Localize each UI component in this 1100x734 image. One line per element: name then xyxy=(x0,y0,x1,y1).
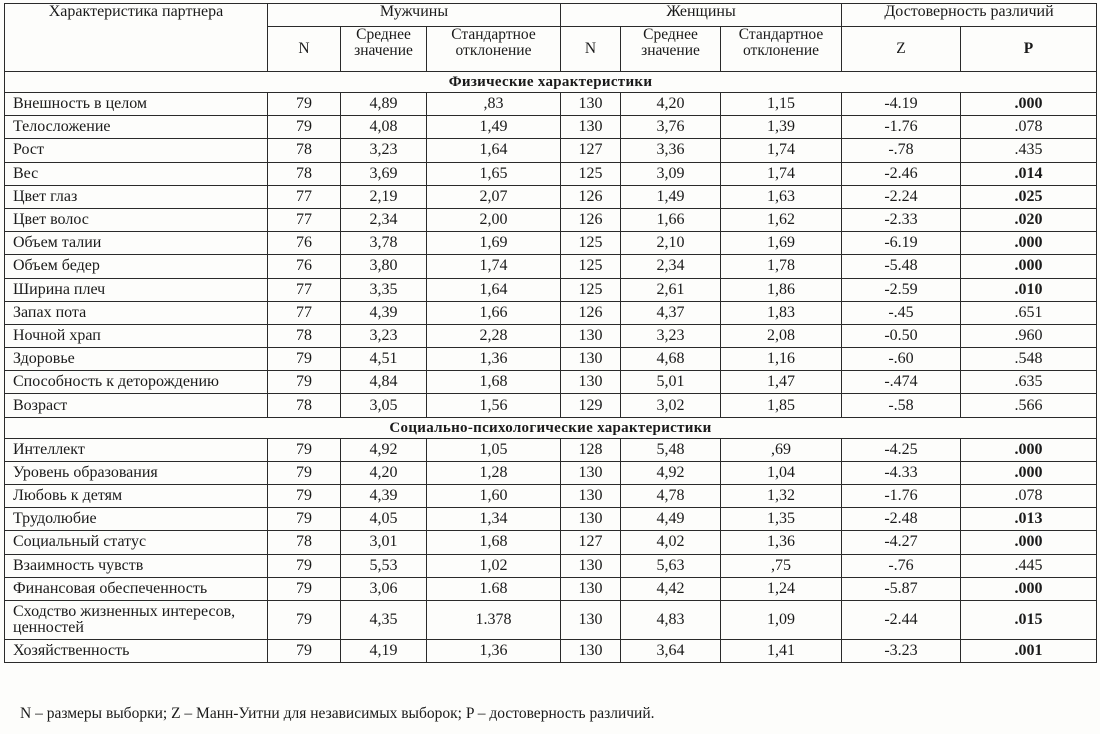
p-cell: .025 xyxy=(961,185,1097,208)
z-cell: -4.27 xyxy=(842,531,961,554)
men-sd-cell: 1,69 xyxy=(427,232,561,255)
men-sd-cell: ,83 xyxy=(427,93,561,116)
women-mean-cell: 3,09 xyxy=(621,162,721,185)
section-title: Социально-психологические характеристики xyxy=(5,417,1097,438)
table-row xyxy=(5,485,1097,508)
women-mean-cell: 3,23 xyxy=(621,324,721,347)
p-header: P xyxy=(961,27,1097,72)
women-n-cell: 128 xyxy=(561,438,621,461)
table-row xyxy=(5,348,1097,371)
table-row xyxy=(5,116,1097,139)
z-cell: -5.48 xyxy=(842,255,961,278)
men-n-cell: 78 xyxy=(268,394,341,417)
men-mean-cell: 3,78 xyxy=(341,232,427,255)
men-n-cell: 78 xyxy=(268,162,341,185)
women-mean-cell: 5,63 xyxy=(621,554,721,577)
women-sd-cell: 1,69 xyxy=(721,232,842,255)
name-cell: Ночной храп xyxy=(5,324,268,347)
women-n-cell: 130 xyxy=(561,348,621,371)
women-mean-cell: 4,68 xyxy=(621,348,721,371)
men-sd-cell: 1,74 xyxy=(427,255,561,278)
women-mean-cell: 4,92 xyxy=(621,461,721,484)
men-n-cell: 77 xyxy=(268,185,341,208)
name-cell: Запах пота xyxy=(5,301,268,324)
women-mean-cell: 2,34 xyxy=(621,255,721,278)
men-sd-cell: 1,68 xyxy=(427,531,561,554)
women-sd-cell: 1,63 xyxy=(721,185,842,208)
women-sd-cell: 1,09 xyxy=(721,600,842,639)
women-mean-cell: 3,36 xyxy=(621,139,721,162)
z-cell: -1.76 xyxy=(842,485,961,508)
women-n-cell: 130 xyxy=(561,371,621,394)
z-cell: -3.23 xyxy=(842,639,961,662)
z-cell: -4.33 xyxy=(842,461,961,484)
p-cell: .000 xyxy=(961,577,1097,600)
men-sd-cell: 1,28 xyxy=(427,461,561,484)
table-row xyxy=(5,438,1097,461)
men-n-cell: 79 xyxy=(268,600,341,639)
women-sd-cell: 1,15 xyxy=(721,93,842,116)
p-cell: .013 xyxy=(961,508,1097,531)
name-cell: Интеллект xyxy=(5,438,268,461)
women-n-cell: 130 xyxy=(561,485,621,508)
men-n-cell: 78 xyxy=(268,139,341,162)
women-n-cell: 130 xyxy=(561,116,621,139)
men-n-cell: 79 xyxy=(268,639,341,662)
p-cell: .000 xyxy=(961,531,1097,554)
p-cell: .078 xyxy=(961,116,1097,139)
women-n-cell: 130 xyxy=(561,508,621,531)
name-cell: Телосложение xyxy=(5,116,268,139)
men-sd-cell: 2,00 xyxy=(427,208,561,231)
p-cell: .435 xyxy=(961,139,1097,162)
men-sd-cell: 1,36 xyxy=(427,639,561,662)
men-n-cell: 79 xyxy=(268,485,341,508)
men-n-cell: 79 xyxy=(268,438,341,461)
table-row xyxy=(5,554,1097,577)
men-n-cell: 79 xyxy=(268,93,341,116)
women-mean-cell: 2,61 xyxy=(621,278,721,301)
women-mean-cell: 1,66 xyxy=(621,208,721,231)
z-cell: -2.48 xyxy=(842,508,961,531)
table-row xyxy=(5,301,1097,324)
p-cell: .020 xyxy=(961,208,1097,231)
men-n-cell: 79 xyxy=(268,577,341,600)
z-cell: -4.19 xyxy=(842,93,961,116)
table-body xyxy=(5,72,1097,663)
women-sd-cell: 1,35 xyxy=(721,508,842,531)
table-row xyxy=(5,208,1097,231)
name-cell: Способность к деторождению xyxy=(5,371,268,394)
z-cell: -.60 xyxy=(842,348,961,371)
section-title: Физические характеристики xyxy=(5,72,1097,93)
men-sd-cell: 1,49 xyxy=(427,116,561,139)
women-sd-cell: 1,83 xyxy=(721,301,842,324)
men-mean-cell: 4,08 xyxy=(341,116,427,139)
women-n-cell: 127 xyxy=(561,139,621,162)
men-n-cell: 79 xyxy=(268,116,341,139)
men-mean-header: Среднее значение xyxy=(341,27,427,72)
table-row xyxy=(5,139,1097,162)
p-cell: .651 xyxy=(961,301,1097,324)
men-n-cell: 79 xyxy=(268,371,341,394)
women-n-cell: 130 xyxy=(561,577,621,600)
men-n-cell: 79 xyxy=(268,348,341,371)
men-n-cell: 79 xyxy=(268,508,341,531)
women-n-cell: 129 xyxy=(561,394,621,417)
name-cell: Хозяйственность xyxy=(5,639,268,662)
women-mean-cell: 5,01 xyxy=(621,371,721,394)
women-mean-cell: 3,02 xyxy=(621,394,721,417)
women-sd-cell: 1,62 xyxy=(721,208,842,231)
women-n-cell: 130 xyxy=(561,554,621,577)
table-row xyxy=(5,531,1097,554)
women-mean-header: Среднее значение xyxy=(621,27,721,72)
table-row xyxy=(5,394,1097,417)
women-sd-cell: ,69 xyxy=(721,438,842,461)
table-row xyxy=(5,639,1097,662)
women-sd-header: Стандартное отклонение xyxy=(721,27,842,72)
women-sd-cell: 1,47 xyxy=(721,371,842,394)
z-cell: -.76 xyxy=(842,554,961,577)
women-n-cell: 125 xyxy=(561,232,621,255)
men-n-cell: 77 xyxy=(268,208,341,231)
p-cell: .014 xyxy=(961,162,1097,185)
men-sd-header: Стандартное отклонение xyxy=(427,27,561,72)
z-cell: -2.33 xyxy=(842,208,961,231)
women-sd-cell: 1,24 xyxy=(721,577,842,600)
women-n-cell: 125 xyxy=(561,278,621,301)
p-cell: .566 xyxy=(961,394,1097,417)
section-row xyxy=(5,417,1097,438)
men-sd-cell: 1.68 xyxy=(427,577,561,600)
name-cell: Ширина плеч xyxy=(5,278,268,301)
women-sd-cell: 1,74 xyxy=(721,139,842,162)
z-cell: -0.50 xyxy=(842,324,961,347)
men-n-cell: 76 xyxy=(268,232,341,255)
table-row xyxy=(5,278,1097,301)
name-cell: Цвет волос xyxy=(5,208,268,231)
women-n-header: N xyxy=(561,27,621,72)
women-sd-cell: ,75 xyxy=(721,554,842,577)
women-mean-cell: 1,49 xyxy=(621,185,721,208)
women-sd-cell: 1,16 xyxy=(721,348,842,371)
p-cell: .001 xyxy=(961,639,1097,662)
men-n-cell: 78 xyxy=(268,324,341,347)
z-cell: -.474 xyxy=(842,371,961,394)
name-cell: Любовь к детям xyxy=(5,485,268,508)
table-row xyxy=(5,324,1097,347)
men-sd-cell: 2,07 xyxy=(427,185,561,208)
men-mean-cell: 4,39 xyxy=(341,485,427,508)
men-n-cell: 78 xyxy=(268,531,341,554)
name-cell: Здоровье xyxy=(5,348,268,371)
p-cell: .635 xyxy=(961,371,1097,394)
table-row xyxy=(5,185,1097,208)
men-n-cell: 79 xyxy=(268,554,341,577)
men-sd-cell: 1.378 xyxy=(427,600,561,639)
men-mean-cell: 4,05 xyxy=(341,508,427,531)
women-n-cell: 125 xyxy=(561,162,621,185)
men-mean-cell: 4,92 xyxy=(341,438,427,461)
name-cell: Социальный статус xyxy=(5,531,268,554)
p-cell: .000 xyxy=(961,93,1097,116)
men-sd-cell: 1,64 xyxy=(427,278,561,301)
table-row xyxy=(5,461,1097,484)
men-mean-cell: 4,84 xyxy=(341,371,427,394)
women-mean-cell: 4,02 xyxy=(621,531,721,554)
men-mean-cell: 3,06 xyxy=(341,577,427,600)
table-row xyxy=(5,162,1097,185)
men-mean-cell: 4,20 xyxy=(341,461,427,484)
men-mean-cell: 5,53 xyxy=(341,554,427,577)
z-cell: -1.76 xyxy=(842,116,961,139)
women-sd-cell: 1,78 xyxy=(721,255,842,278)
z-cell: -2.44 xyxy=(842,600,961,639)
men-sd-cell: 1,60 xyxy=(427,485,561,508)
significance-header: Достоверность различий xyxy=(842,4,1097,27)
comparison-table xyxy=(4,3,1097,663)
men-mean-cell: 3,23 xyxy=(341,139,427,162)
z-cell: -2.46 xyxy=(842,162,961,185)
men-mean-cell: 3,23 xyxy=(341,324,427,347)
name-cell: Сходство жизненных интересов, ценностей xyxy=(5,600,268,639)
table-row xyxy=(5,577,1097,600)
men-mean-cell: 3,35 xyxy=(341,278,427,301)
women-mean-cell: 4,20 xyxy=(621,93,721,116)
women-mean-cell: 3,76 xyxy=(621,116,721,139)
section-row xyxy=(5,72,1097,93)
women-n-cell: 130 xyxy=(561,324,621,347)
men-mean-cell: 3,05 xyxy=(341,394,427,417)
men-mean-cell: 3,80 xyxy=(341,255,427,278)
women-sd-cell: 1,36 xyxy=(721,531,842,554)
women-n-cell: 126 xyxy=(561,301,621,324)
women-mean-cell: 4,83 xyxy=(621,600,721,639)
p-cell: .078 xyxy=(961,485,1097,508)
men-mean-cell: 3,01 xyxy=(341,531,427,554)
footnote: N – размеры выборки; Z – Манн-Уитни для независимых выборок; P – достоверность различий. xyxy=(20,705,655,722)
women-n-cell: 126 xyxy=(561,208,621,231)
z-cell: -2.24 xyxy=(842,185,961,208)
p-cell: .010 xyxy=(961,278,1097,301)
men-sd-cell: 1,56 xyxy=(427,394,561,417)
women-n-cell: 130 xyxy=(561,93,621,116)
women-mean-cell: 4,49 xyxy=(621,508,721,531)
men-mean-cell: 4,51 xyxy=(341,348,427,371)
z-cell: -5.87 xyxy=(842,577,961,600)
p-cell: .960 xyxy=(961,324,1097,347)
women-mean-cell: 4,42 xyxy=(621,577,721,600)
men-n-cell: 79 xyxy=(268,461,341,484)
table-row xyxy=(5,232,1097,255)
name-cell: Уровень образования xyxy=(5,461,268,484)
men-mean-cell: 2,19 xyxy=(341,185,427,208)
table-row xyxy=(5,371,1097,394)
men-header: Мужчины xyxy=(268,4,561,27)
women-n-cell: 127 xyxy=(561,531,621,554)
women-mean-cell: 4,37 xyxy=(621,301,721,324)
p-cell: .000 xyxy=(961,461,1097,484)
men-sd-cell: 1,64 xyxy=(427,139,561,162)
men-n-cell: 77 xyxy=(268,301,341,324)
men-n-cell: 77 xyxy=(268,278,341,301)
women-n-cell: 125 xyxy=(561,255,621,278)
men-sd-cell: 1,65 xyxy=(427,162,561,185)
women-sd-cell: 1,41 xyxy=(721,639,842,662)
table-row xyxy=(5,93,1097,116)
name-cell: Объем талии xyxy=(5,232,268,255)
men-mean-cell: 4,39 xyxy=(341,301,427,324)
p-cell: .548 xyxy=(961,348,1097,371)
women-n-cell: 126 xyxy=(561,185,621,208)
name-cell: Объем бедер xyxy=(5,255,268,278)
women-n-cell: 130 xyxy=(561,461,621,484)
men-n-header: N xyxy=(268,27,341,72)
men-mean-cell: 2,34 xyxy=(341,208,427,231)
table-row xyxy=(5,508,1097,531)
name-cell: Цвет глаз xyxy=(5,185,268,208)
women-sd-cell: 1,04 xyxy=(721,461,842,484)
name-cell: Возраст xyxy=(5,394,268,417)
z-cell: -.45 xyxy=(842,301,961,324)
z-header: Z xyxy=(842,27,961,72)
name-cell: Вес xyxy=(5,162,268,185)
p-cell: .445 xyxy=(961,554,1097,577)
name-cell: Взаимность чувств xyxy=(5,554,268,577)
p-cell: .015 xyxy=(961,600,1097,639)
p-cell: .000 xyxy=(961,438,1097,461)
table-row xyxy=(5,255,1097,278)
name-cell: Внешность в целом xyxy=(5,93,268,116)
p-cell: .000 xyxy=(961,255,1097,278)
women-mean-cell: 5,48 xyxy=(621,438,721,461)
z-cell: -4.25 xyxy=(842,438,961,461)
men-mean-cell: 4,35 xyxy=(341,600,427,639)
z-cell: -6.19 xyxy=(842,232,961,255)
men-mean-cell: 4,19 xyxy=(341,639,427,662)
men-mean-cell: 3,69 xyxy=(341,162,427,185)
z-cell: -.78 xyxy=(842,139,961,162)
men-sd-cell: 1,68 xyxy=(427,371,561,394)
women-sd-cell: 1,86 xyxy=(721,278,842,301)
men-sd-cell: 1,66 xyxy=(427,301,561,324)
men-n-cell: 76 xyxy=(268,255,341,278)
men-sd-cell: 1,02 xyxy=(427,554,561,577)
z-cell: -2.59 xyxy=(842,278,961,301)
women-header: Женщины xyxy=(561,4,842,27)
men-sd-cell: 2,28 xyxy=(427,324,561,347)
women-mean-cell: 2,10 xyxy=(621,232,721,255)
p-cell: .000 xyxy=(961,232,1097,255)
men-mean-cell: 4,89 xyxy=(341,93,427,116)
women-sd-cell: 1,32 xyxy=(721,485,842,508)
women-sd-cell: 1,74 xyxy=(721,162,842,185)
women-mean-cell: 3,64 xyxy=(621,639,721,662)
name-cell: Финансовая обеспеченность xyxy=(5,577,268,600)
name-cell: Трудолюбие xyxy=(5,508,268,531)
men-sd-cell: 1,34 xyxy=(427,508,561,531)
characteristic-header: Характеристика партнера xyxy=(5,4,268,72)
women-n-cell: 130 xyxy=(561,639,621,662)
women-sd-cell: 1,85 xyxy=(721,394,842,417)
women-sd-cell: 2,08 xyxy=(721,324,842,347)
women-mean-cell: 4,78 xyxy=(621,485,721,508)
women-sd-cell: 1,39 xyxy=(721,116,842,139)
women-n-cell: 130 xyxy=(561,600,621,639)
men-sd-cell: 1,05 xyxy=(427,438,561,461)
name-cell: Рост xyxy=(5,139,268,162)
z-cell: -.58 xyxy=(842,394,961,417)
men-sd-cell: 1,36 xyxy=(427,348,561,371)
table-row xyxy=(5,600,1097,639)
